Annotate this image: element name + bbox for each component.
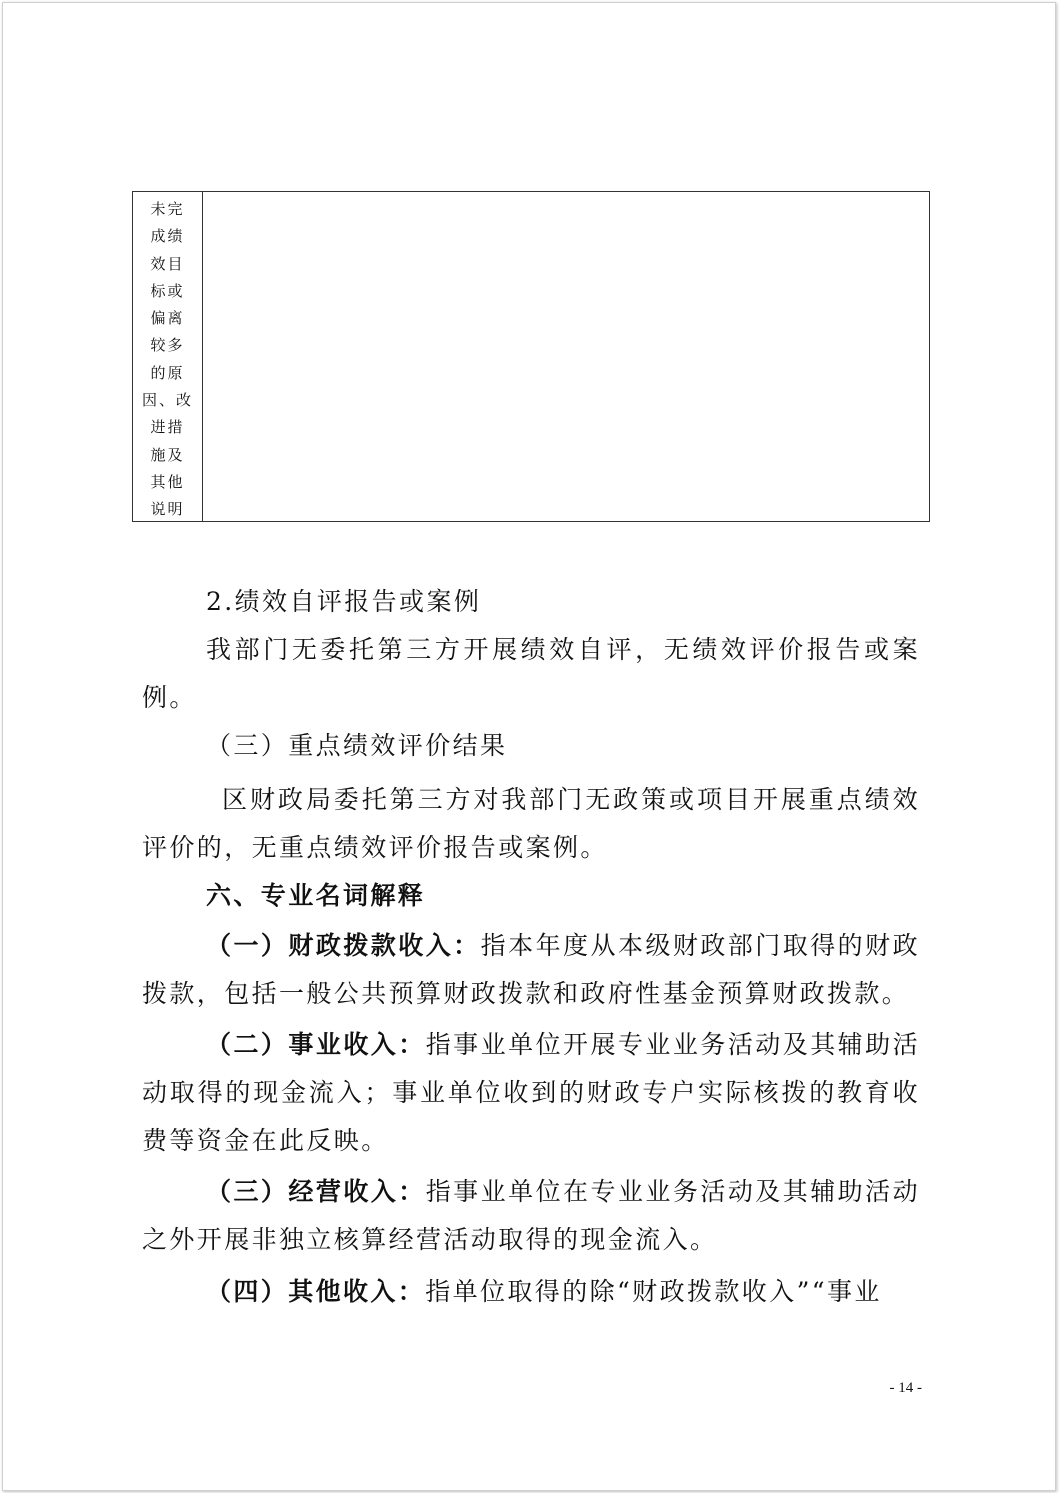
label-line: 进措 bbox=[150, 418, 185, 437]
label-line: 标或 bbox=[150, 281, 185, 300]
glossary-item bbox=[142, 1268, 920, 1316]
subsection-3-body: 区财政局委托第三方对我部门无政策或项目开展重点绩效评价的，无重点绩效评价报告或案例。 bbox=[142, 785, 920, 862]
glossary-definition: 指本年度从本级财政部门取得的财政拨款，包括一般公共预算财政拨款和政府性基金预算财政拨款。 bbox=[142, 931, 920, 1008]
label-line: 效目 bbox=[150, 254, 185, 273]
section-6-title: 六、专业名词解释 bbox=[206, 881, 426, 910]
glossary-term: （二）事业收入： bbox=[206, 1030, 426, 1059]
glossary-item bbox=[142, 922, 920, 1018]
label-line: 说明 bbox=[150, 500, 185, 519]
glossary-item bbox=[142, 1168, 920, 1264]
remarks-label-cell bbox=[133, 192, 203, 521]
remarks-content-cell bbox=[203, 192, 929, 521]
glossary-definition: 指事业单位开展专业业务活动及其辅助活动取得的现金流入；事业单位收到的财政专户实际核拨的教育收费等资金在此反映。 bbox=[142, 1030, 921, 1155]
subsection-2-body: 我部门无委托第三方开展绩效自评，无绩效评价报告或案例。 bbox=[142, 635, 920, 712]
label-line: 较多 bbox=[150, 336, 185, 355]
label-line: 因、改 bbox=[141, 391, 193, 410]
label-line: 成绩 bbox=[150, 227, 185, 246]
subsection-3-title: （三）重点绩效评价结果 bbox=[206, 731, 508, 760]
label-line: 偏离 bbox=[150, 309, 185, 328]
glossary-term: （三）经营收入： bbox=[206, 1177, 426, 1206]
label-line: 施及 bbox=[150, 445, 185, 464]
glossary-definition: 指单位取得的除“财政拨款收入”“事业 bbox=[425, 1277, 882, 1306]
label-line: 未完 bbox=[150, 200, 185, 218]
glossary-definition: 指事业单位在专业业务活动及其辅助活动之外开展非独立核算经营活动取得的现金流入。 bbox=[142, 1177, 921, 1254]
glossary-term: （一）财政拨款收入： bbox=[206, 931, 481, 960]
label-line: 其他 bbox=[150, 472, 185, 491]
page-number: - 14 - bbox=[889, 1380, 922, 1396]
glossary-term: （四）其他收入： bbox=[206, 1277, 426, 1306]
label-line: 的原 bbox=[150, 363, 185, 382]
subsection-2-title: 2.绩效自评报告或案例 bbox=[206, 587, 482, 616]
remarks-table bbox=[132, 191, 930, 522]
glossary-item bbox=[142, 1021, 920, 1165]
